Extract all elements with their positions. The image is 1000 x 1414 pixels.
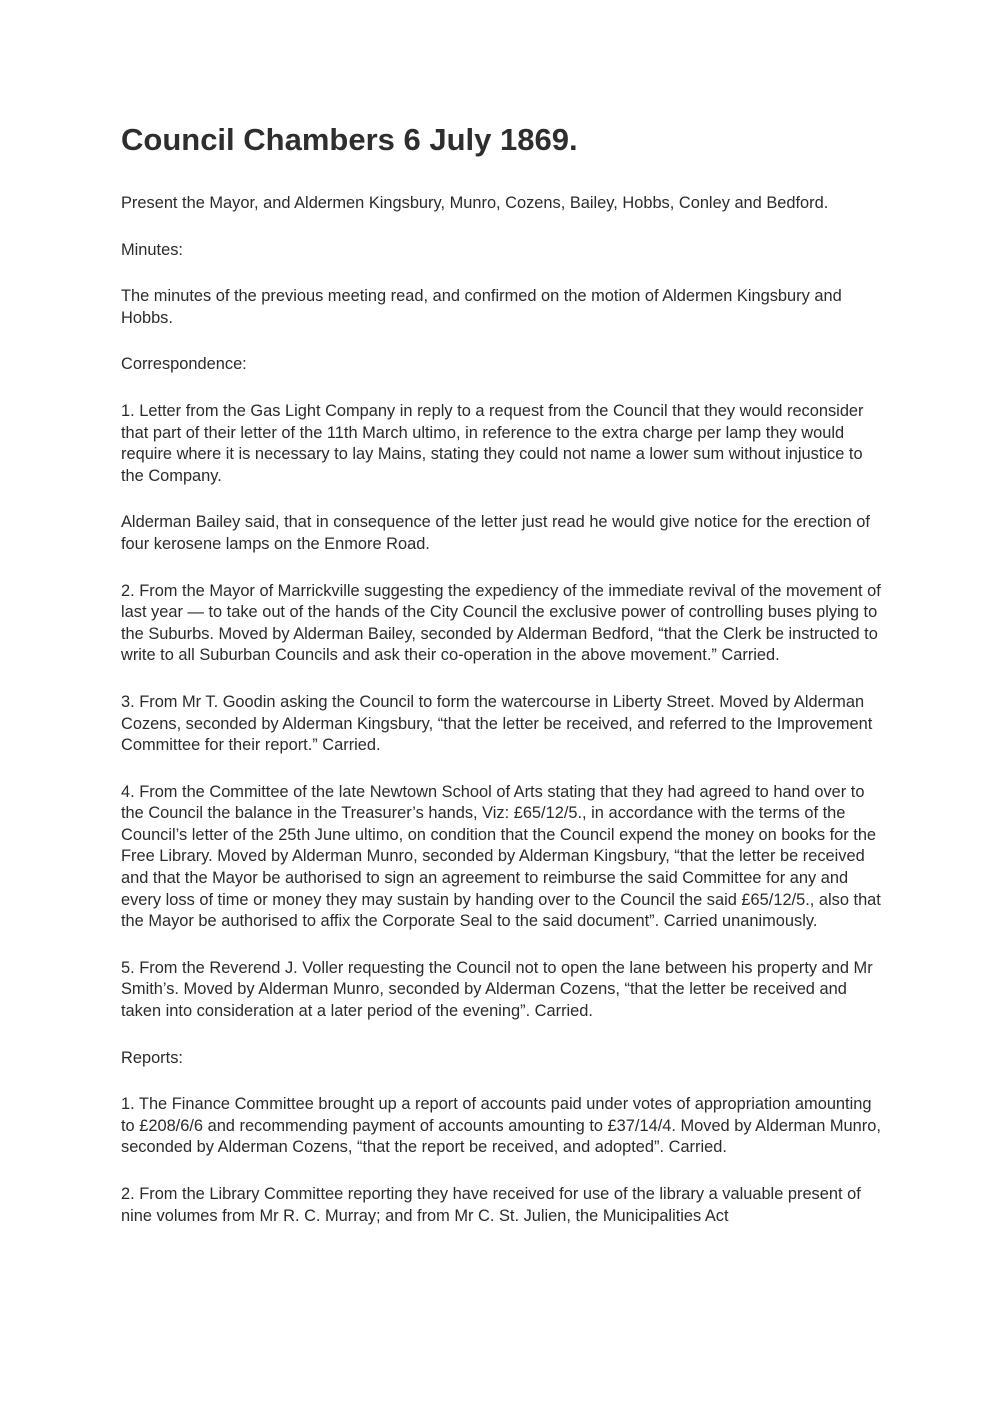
attendance-paragraph: Present the Mayor, and Aldermen Kingsbury, Munro, Cozens, Bailey, Hobbs, Conley and Bedford. bbox=[121, 194, 829, 212]
correspondence-heading: Correspondence: bbox=[121, 355, 247, 374]
report-item-1: 1. The Finance Committee brought up a report of accounts paid under votes of appropriation amounting to £208/6/6 and recommending payment of accounts amounting to £37/14/4. Moved by Alderman Munro, seconded by Alderman Cozens, “that the report be received, and adopted”. Carried. bbox=[121, 1095, 881, 1157]
correspondence-item-2: 2. From the Mayor of Marrickville suggesting the expediency of the immediate revival of the movement of last year — to take out of the hands of the City Council the exclusive power of controlling buses plying to the Suburbs. Moved by Alderman Bailey, seconded by Alderman Bedford, “that the Clerk be instructed to write to all Suburban Councils and ask their co-operation in the above movement.” Carried. bbox=[121, 581, 881, 665]
reports-heading: Reports: bbox=[121, 1048, 183, 1067]
bailey-notice-paragraph: Alderman Bailey said, that in consequence of the letter just read he would give notice for the erection of four kerosene lamps on the Enmore Road. bbox=[121, 513, 870, 553]
correspondence-item-5: 5. From the Reverend J. Voller requesting the Council not to open the lane between his property and Mr Smith’s. Moved by Alderman Munro, seconded by Alderman Cozens, “that the letter be received and taken into consideration at a later period of the evening”. Carried. bbox=[121, 958, 873, 1021]
minutes-heading: Minutes: bbox=[121, 240, 183, 259]
correspondence-item-1: 1. Letter from the Gas Light Company in reply to a request from the Council that they would reconsider that part of their letter of the 11th March ultimo, in reference to the extra charge per lamp they would require where it is necessary to lay Mains, stating they could not name a lower sum without injustice to the Company. bbox=[121, 401, 864, 485]
minutes-paragraph: The minutes of the previous meeting read, and confirmed on the motion of Aldermen Kingsbury and Hobbs. bbox=[121, 287, 842, 327]
report-item-2: 2. From the Library Committee reporting they have received for use of the library a valuable present of nine volumes from Mr R. C. Murray; and from Mr C. St. Julien, the Municipalities Act bbox=[121, 1185, 861, 1225]
correspondence-item-3: 3. From Mr T. Goodin asking the Council to form the watercourse in Liberty Street. Moved by Alderman Cozens, seconded by Alderman Kingsbury, “that the letter be received, and referred to the Improvement Committee for their report.” Carried. bbox=[121, 692, 873, 755]
correspondence-item-4: 4. From the Committee of the late Newtown School of Arts stating that they had agreed to hand over to the Council the balance in the Treasurer’s hands, Viz: £65/12/5., in accordance with the terms of the Council’s letter of the 25th June ultimo, on condition that the Council expend the money on books for the Free Library. Moved by Alderman Munro, seconded by Alderman Kingsbury, “that the letter be received and that the Mayor be authorised to sign an agreement to reimburse the said Committee for any and every loss of time or money they may sustain by handing over to the Council the said £65/12/5., also that the Mayor be authorised to affix the Corporate Seal to the said document”. Carried unanimously. bbox=[121, 782, 881, 931]
document-page bbox=[121, 118, 886, 1252]
document-title: Council Chambers 6 July 1869. bbox=[121, 122, 578, 157]
